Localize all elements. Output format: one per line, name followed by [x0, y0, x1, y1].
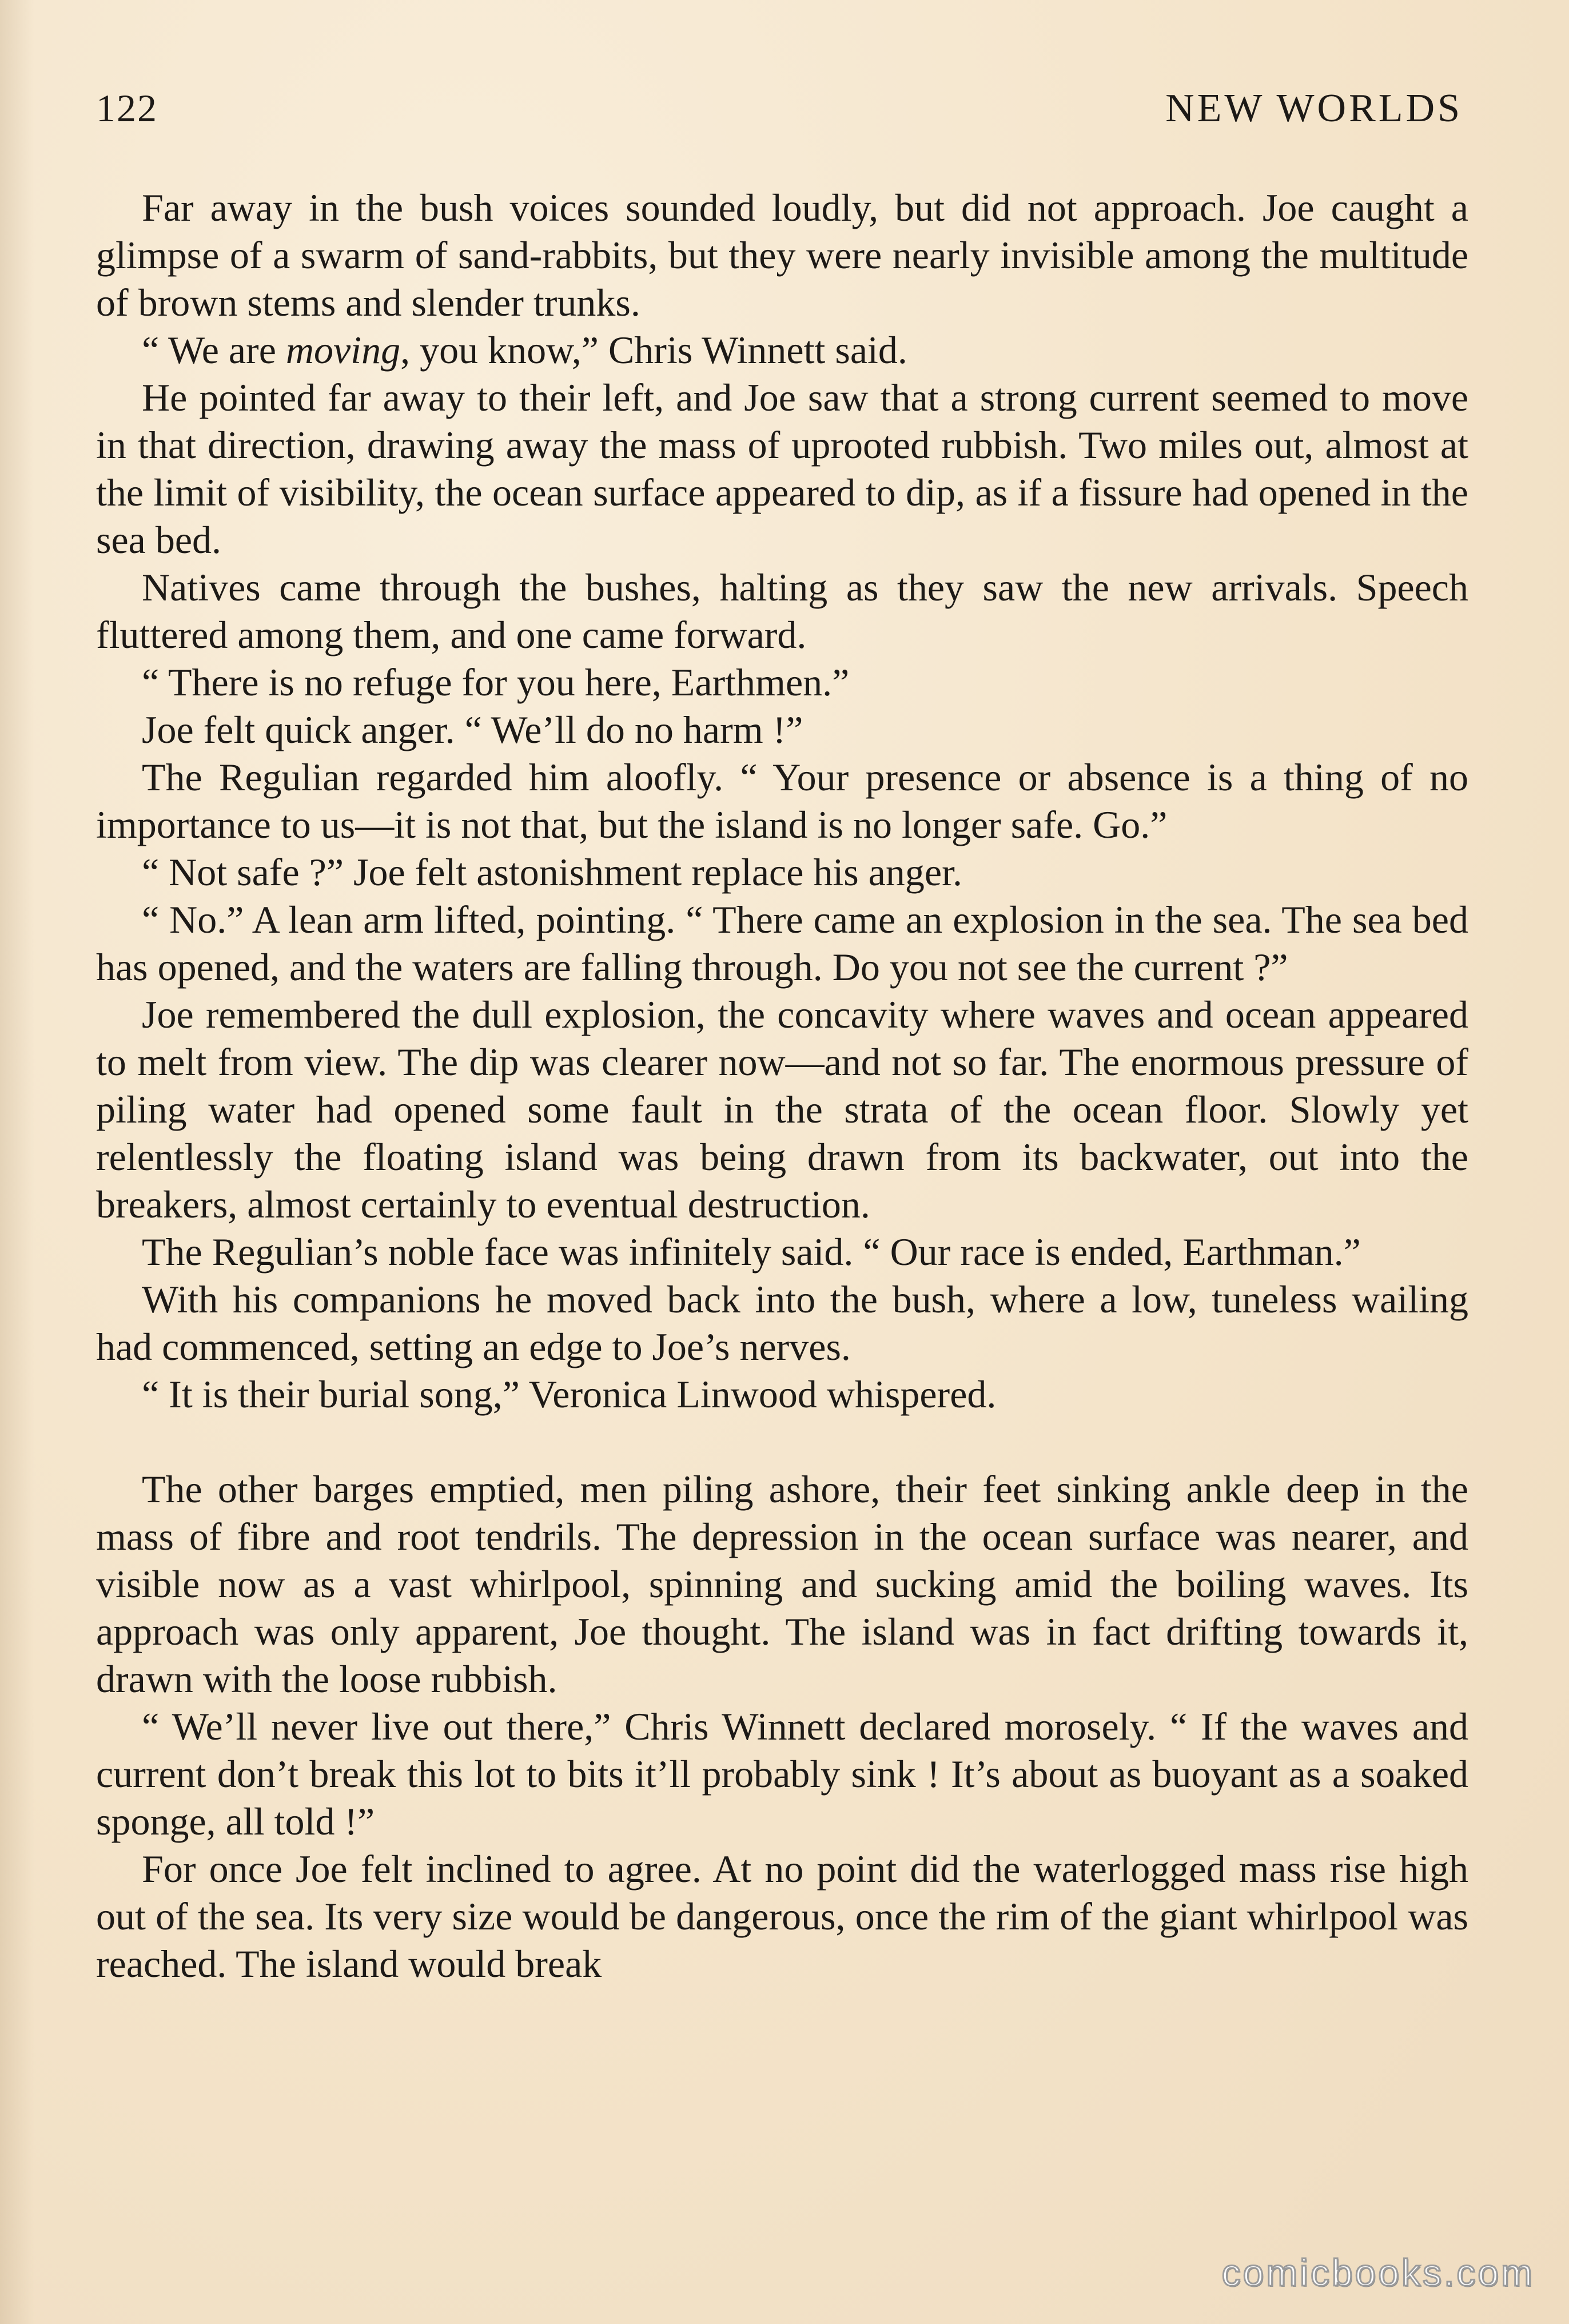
page-number: 122 — [96, 86, 158, 130]
paragraph: The Regulian regarded him aloofly. “ Your presence or absence is a thing of no importance to us—it is not that, but the island is no longer safe. Go.” — [96, 755, 1468, 846]
paragraph: “ Not safe ?” Joe felt astonishment replace his anger. — [142, 850, 963, 894]
watermark: comicbooks.com — [1221, 2251, 1535, 2294]
paragraph: Joe felt quick anger. “ We’ll do no harm !” — [142, 708, 803, 751]
paragraph: For once Joe felt inclined to agree. At no point did the waterlogged mass rise high out of the sea. Its very size would be dangerous, once the rim of the giant whirlpool was reached. The island would break — [96, 1847, 1468, 1985]
paragraph: Joe remembered the dull explosion, the concavity where waves and ocean appeared to melt from view. The dip was clearer now—and not so far. The enormous pressure of piling water had opened some fault in the strata of the ocean floor. Slowly yet relentlessly the floating island was being drawn from its backwater, out into the breakers, almost certainly to eventual destruction. — [96, 993, 1468, 1226]
paragraph: “ We are moving, you know,” Chris Winnett said. — [142, 328, 907, 372]
paragraph: Natives came through the bushes, halting as they saw the new arrivals. Speech fluttered among them, and one came forward. — [96, 566, 1468, 656]
paragraph: “ It is their burial song,” Veronica Linwood whispered. — [142, 1372, 997, 1416]
paragraph: The Regulian’s noble face was infinitely said. “ Our race is ended, Earthman.” — [142, 1230, 1361, 1274]
paragraph: “ No.” A lean arm lifted, pointing. “ There came an explosion in the sea. The sea bed has opened, and the waters are falling through. Do you not see the current ?” — [96, 898, 1468, 989]
paragraph: With his companions he moved back into the bush, where a low, tuneless wailing had commenced, setting an edge to Joe’s nerves. — [96, 1278, 1468, 1368]
paragraph: The other barges emptied, men piling ashore, their feet sinking ankle deep in the mass of fibre and root tendrils. The depression in the ocean surface was nearer, and visible now as a vast whirlpool, spinning and sucking amid the boiling waves. Its approach was only apparent, Joe thought. The island was in fact drifting towards it, drawn with the loose rubbish. — [96, 1467, 1468, 1701]
running-head: NEW WORLDS — [1165, 86, 1463, 130]
body-text — [96, 184, 1468, 1988]
page-header — [96, 86, 1463, 149]
binding-shadow — [0, 0, 34, 2324]
paragraph: “ There is no refuge for you here, Earthmen.” — [142, 660, 850, 704]
paragraph: Far away in the bush voices sounded loudly, but did not approach. Joe caught a glimpse of a swarm of sand-rabbits, but they were nearly invisible among the multitude of brown stems and slender trunks. — [96, 186, 1468, 324]
emphasis: moving — [285, 328, 401, 372]
paragraph: “ We’ll never live out there,” Chris Winnett declared morosely. “ If the waves and current don’t break this lot to bits it’ll probably sink ! It’s about as buoyant as a soaked sponge, all told !” — [96, 1705, 1468, 1843]
paragraph: He pointed far away to their left, and Joe saw that a strong current seemed to move in that direction, drawing away the mass of uprooted rubbish. Two miles out, almost at the limit of visibility, the ocean surface appeared to dip, as if a fissure had opened in the sea bed. — [96, 376, 1468, 562]
